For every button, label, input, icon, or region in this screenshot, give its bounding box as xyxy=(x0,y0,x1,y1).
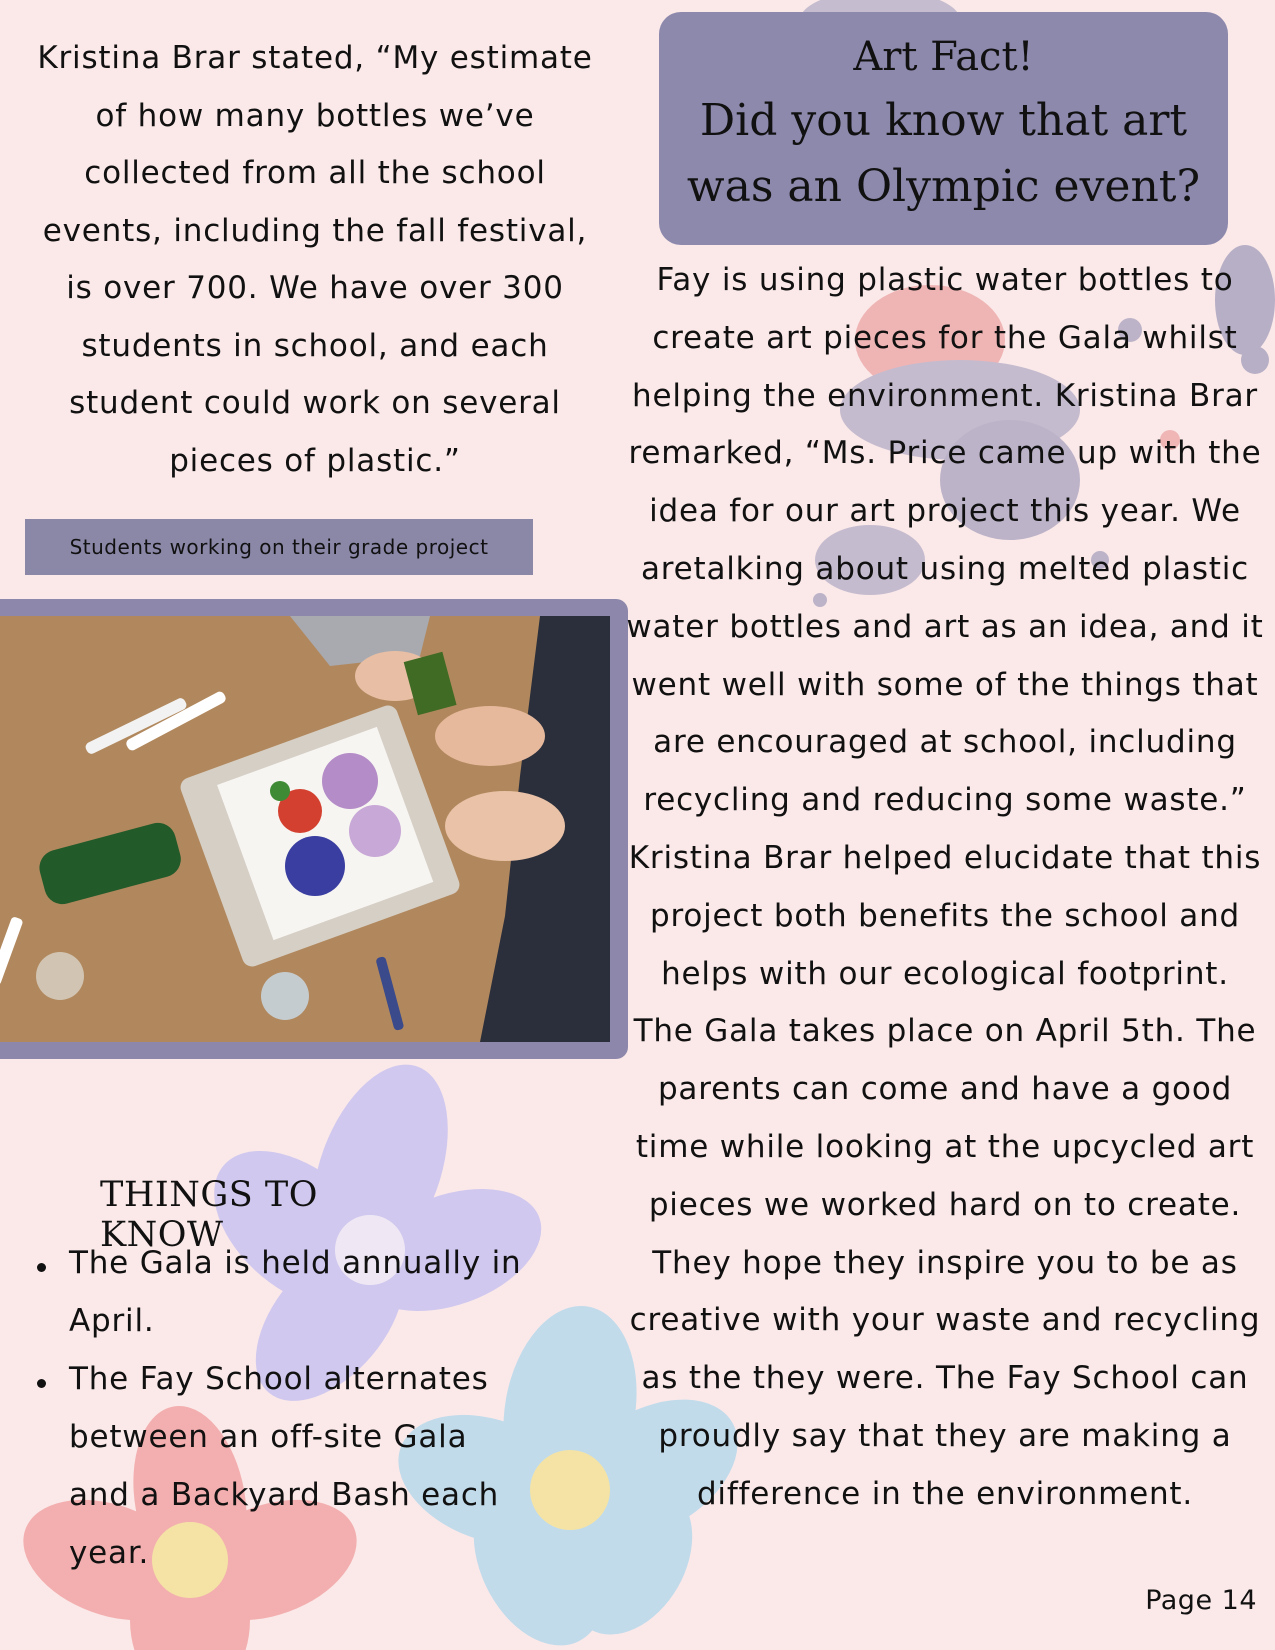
list-item: The Fay School alternates between an off-site Gala and a Backyard Bash each year. xyxy=(35,1350,535,1582)
art-fact-question: Did you know that art was an Olympic event? xyxy=(686,95,1201,212)
article-paragraph-1: Fay is using plastic water bottles to create art pieces for the Gala whilst helping the environment. Kristina Brar remarked, “Ms. Price came up with the idea for our art project this year. We aretalking about using melted plastic water bottles and art as an idea, and it went well with some of the things that are encouraged at school, including recycling and reducing some waste.” Kristina Brar helped elucidate that this project both benefits the school and helps with our ecological footprint. xyxy=(626,262,1264,992)
students-art-photo xyxy=(0,616,610,1042)
things-to-know-heading: THINGS TO KNOW xyxy=(100,1175,318,1255)
article-text xyxy=(625,252,1265,1524)
photo-caption xyxy=(25,519,533,575)
page-number: Page 14 xyxy=(1145,1585,1257,1616)
quote-text xyxy=(25,30,605,490)
photo-caption-text: Students working on their grade project xyxy=(69,535,489,559)
things-to-know-list xyxy=(35,1234,535,1582)
art-fact-box xyxy=(659,12,1228,245)
quote-paragraph: Kristina Brar stated, “My estimate of how many bottles we’ve collected from all the school events, including the fall festival, is over 700. We have over 300 students in school, and each student could work on several pieces of plastic.” xyxy=(37,40,593,479)
article-paragraph-2: The Gala takes place on April 5th. The parents can come and have a good time while looking at the upcycled art pieces we worked hard on to create. They hope they inspire you to be as creative with your waste and recycling as the they were. The Fay School can proudly say that they are making a difference in the environment. xyxy=(629,1013,1261,1512)
list-item: The Gala is held annually in April. xyxy=(35,1234,535,1350)
art-fact-title: Art Fact! xyxy=(853,34,1034,80)
